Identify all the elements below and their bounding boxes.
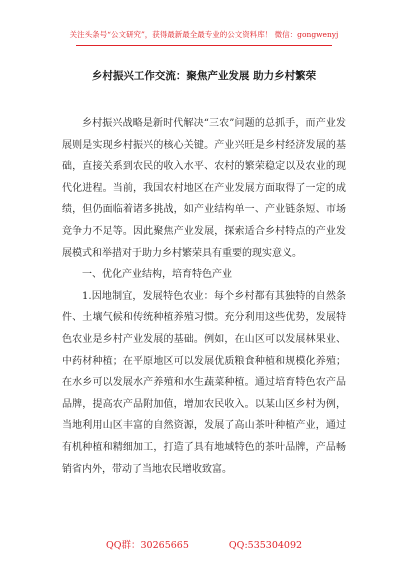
document-title: 乡村振兴工作交流：聚焦产业发展 助力乡村繁荣 — [91, 70, 317, 82]
qq-number-text: QQ:535304092 — [228, 540, 303, 551]
header-divider — [76, 45, 332, 46]
section-paragraph: 1.因地制宜，发展特色农业：每个乡村都有其独特的自然条件、土壤气候和传统种植养殖习惯。充分利用这些优势，发展特色农业是乡村产业发展的基础。例如，在山区可以发展林果业、中药材种植；在平原地区可以发展优质粮食种植和规模化养殖；在水乡可以发展水产养殖和水生蔬菜种植。通过培育特色农产品品牌，提高农产品附加值，增加农民收入。以某山区乡村为例，当地利用山区丰富的自然资源，发展了高山茶叶种植产业，通过有机种植和精细加工，打造了具有地域特色的茶叶品牌，产品畅销省内外，带动了当地农民增收致富。 — [62, 290, 346, 475]
document-body — [62, 113, 346, 480]
intro-paragraph: 乡村振兴战略是新时代解决“三农”问题的总抓手，而产业发展则是实现乡村振兴的核心关键。产业兴旺是乡村经济发展的基础，直接关系到农民的收入水平、农村的繁荣稳定以及农业的现代化进程。当前，我国农村地区在产业发展方面取得了一定的成绩，但仍面临着诸多挑战，如产业结构单一、产业链条短、市场竞争力不足等。因此聚焦产业发展，探索适合乡村特点的产业发展模式和举措对于助力乡村繁荣具有重要的现实意义。 — [62, 118, 346, 259]
footer-contact — [0, 537, 408, 551]
section-heading: 一、优化产业结构，培育特色产业 — [82, 269, 232, 281]
qq-group-text: QQ群：30265665 — [105, 540, 189, 551]
promo-banner-text: 关注头条号“公文研究”，获得最新最全最专业的公文资料库！ 微信：gongwenyj — [69, 30, 339, 39]
